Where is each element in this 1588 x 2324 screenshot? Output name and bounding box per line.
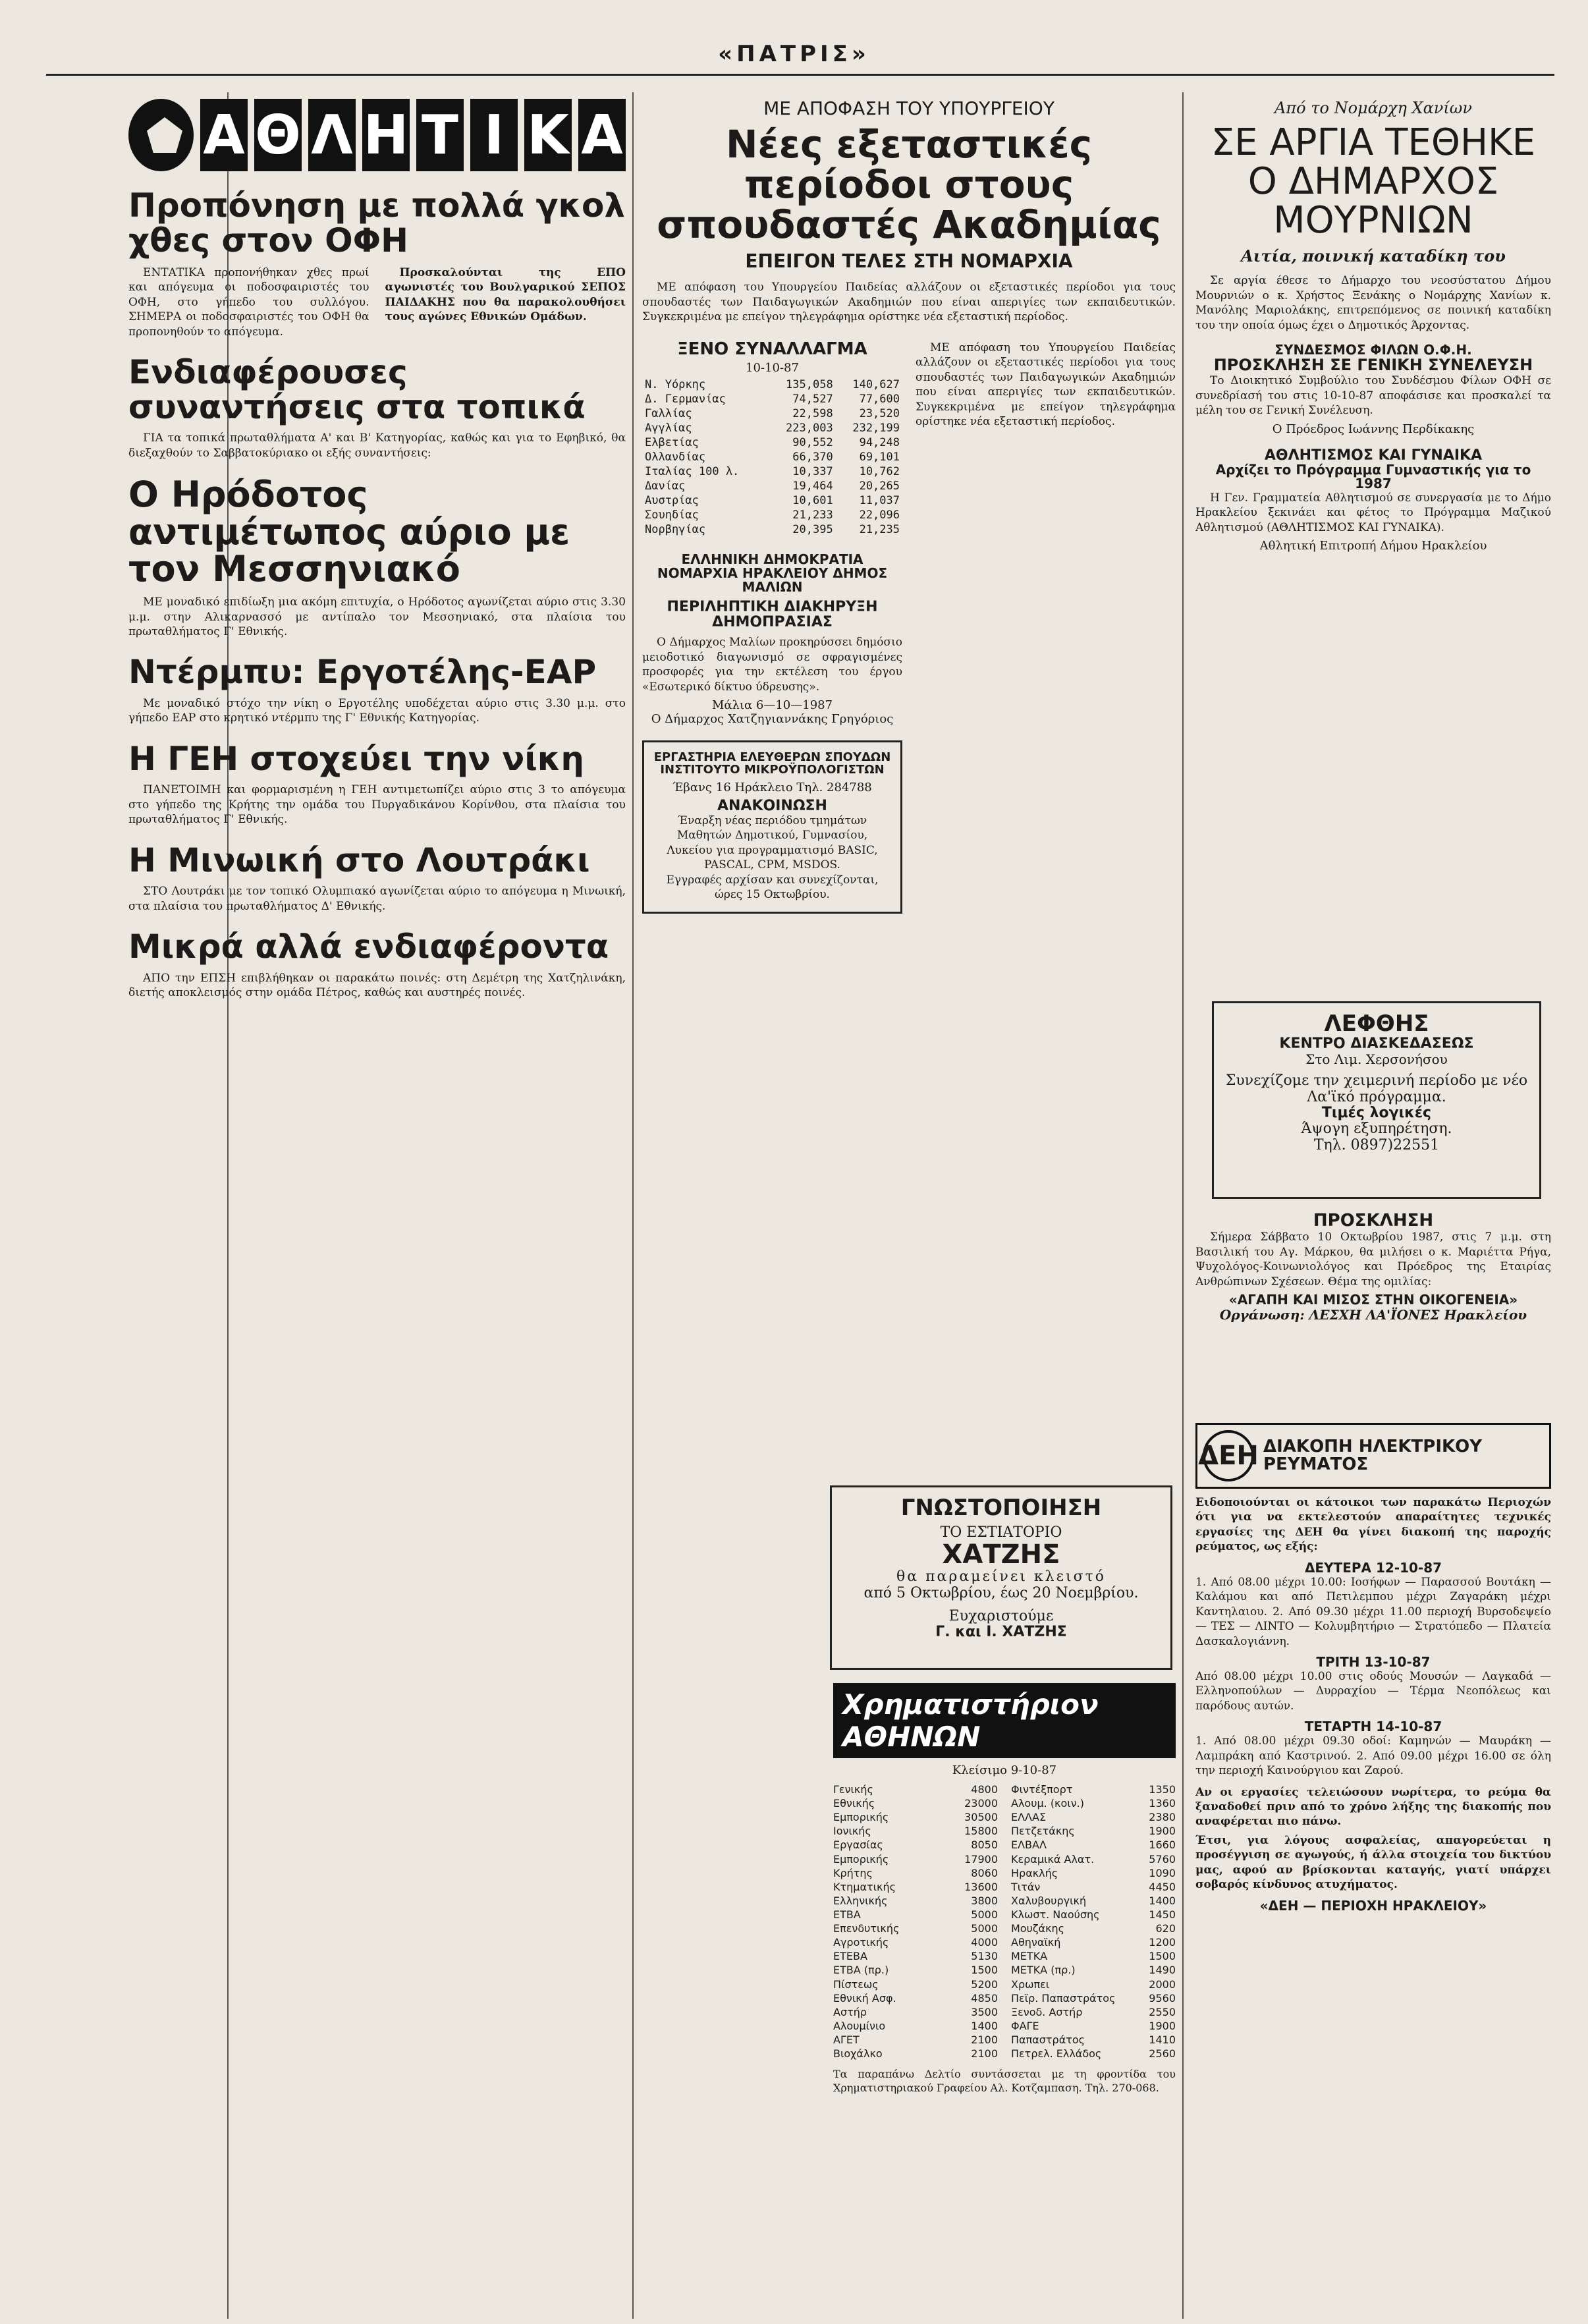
stock-row bbox=[1011, 1796, 1176, 1810]
invitation bbox=[1195, 1212, 1551, 1410]
stock-row bbox=[833, 2019, 998, 2033]
currency-rate: 77,600 bbox=[859, 393, 900, 406]
currency-name: Δ. Γερμανίας bbox=[645, 393, 726, 406]
article-body bbox=[128, 696, 626, 726]
column-divider bbox=[1182, 92, 1184, 2319]
stock-row bbox=[833, 1935, 998, 1949]
headline: Νέες εξεταστικές περίοδοι στους σπουδαστές Ακαδημίας bbox=[657, 122, 1161, 248]
notice-sign: Γ. και Ι. ΧΑΤΖΗΣ bbox=[935, 1623, 1067, 1640]
subheadline: ΕΠΕΙΓΟΝ ΤΕΛΕΣ ΣΤΗ ΝΟΜΑΡΧΙΑ bbox=[745, 250, 1073, 273]
exchange-box bbox=[642, 341, 902, 914]
stock-name: Εθνική Ασφ. bbox=[833, 1991, 896, 2005]
exchange-row bbox=[642, 522, 902, 537]
stock-name: Παπαστράτος bbox=[1011, 2033, 1085, 2046]
stocks-table bbox=[833, 1783, 1176, 2061]
stock-price: 1450 bbox=[1149, 1908, 1176, 1921]
deh-title: ΔΙΑΚΟΠΗ ΗΛΕΚΤΡΙΚΟΥ ΡΕΥΜΑΤΟΣ bbox=[1263, 1436, 1483, 1474]
invitation-organizer: Οργάνωση: ΛΕΣΧΗ ΛΑ'ΪΟΝΕΣ Ηρακλείου bbox=[1219, 1307, 1527, 1323]
stock-name: Ηρακλής bbox=[1011, 1866, 1058, 1879]
deh-day-text: Από 08.00 μέχρι 10.00 στις οδούς Μουσών — Λαγκαδά — Ελληνοπούλων — Δυρραχίου — Τέρμα Νεοπόλεως και παρόδους αυτών. bbox=[1195, 1669, 1551, 1713]
currency-rate: 11,037 bbox=[859, 494, 900, 508]
football-icon bbox=[128, 99, 194, 171]
exchange-row bbox=[642, 464, 902, 479]
stock-row bbox=[833, 1783, 998, 1796]
exchange-date: 10-10-87 bbox=[746, 361, 799, 375]
stock-price: 5000 bbox=[971, 1908, 998, 1921]
announcements-column bbox=[916, 341, 1176, 914]
lefthis-sub: ΚΕΝΤΡΟ ΔΙΑΣΚΕΔΑΣΕΩΣ bbox=[1279, 1035, 1474, 1052]
stock-name: Αλουμ. (κοιν.) bbox=[1011, 1797, 1084, 1810]
stock-row bbox=[1011, 1978, 1176, 1991]
stock-row bbox=[833, 1824, 998, 1838]
auction-signer: Ο Δήμαρχος Χατζηγιαννάκης Γρηγόριος bbox=[651, 712, 894, 726]
stock-price: 2000 bbox=[1149, 1978, 1176, 1991]
stock-price: 4800 bbox=[971, 1783, 998, 1796]
stock-row bbox=[1011, 1894, 1176, 1908]
currency-rate: 21,235 bbox=[859, 523, 900, 537]
women-sub: Αρχίζει το Πρόγραμμα Γυμναστικής για το 1987 bbox=[1215, 461, 1531, 491]
stocks-footnote: Τα παραπάνω Δελτίο συντάσσεται με τη φροντίδα του Χρηματιστηριακού Γραφείου Αλ. Κοτζαμπαση. Τηλ. 270-068. bbox=[833, 2068, 1176, 2095]
restaurant-name: ΧΑΤΖΗΣ bbox=[942, 1539, 1060, 1570]
stock-name: Εθνικής bbox=[833, 1797, 875, 1810]
currency-rate: 10,601 bbox=[792, 494, 833, 508]
stock-row bbox=[833, 1922, 998, 1935]
logo-letter: Α bbox=[578, 99, 626, 171]
stock-price: 4000 bbox=[971, 1936, 998, 1949]
stock-row bbox=[1011, 2019, 1176, 2033]
auction-body bbox=[642, 635, 902, 694]
subheadline: Αιτία, ποινική καταδίκη του bbox=[1241, 246, 1506, 266]
invitation-theme: «ΑΓΑΠΗ ΚΑΙ ΜΙΣΟΣ ΣΤΗΝ ΟΙΚΟΓΕΝΕΙΑ» bbox=[1228, 1292, 1518, 1308]
headline: ΣΕ ΑΡΓΙΑ ΤΕΘΗΚΕ Ο ΔΗΜΑΡΧΟΣ ΜΟΥΡΝΙΩΝ bbox=[1211, 121, 1536, 242]
notice-line: ΤΟ ΕΣΤΙΑΤΟΡΙΟ bbox=[940, 1524, 1062, 1541]
headline: Μικρά αλλά ενδιαφέροντα bbox=[128, 927, 609, 966]
stock-name: Βιοχάλκο bbox=[833, 2047, 883, 2061]
workshop-ad bbox=[642, 740, 902, 914]
stock-row bbox=[1011, 1783, 1176, 1796]
logo-letter: Λ bbox=[308, 99, 356, 171]
logo-letter: Θ bbox=[254, 99, 302, 171]
deh-sign: «ΔΕΗ — ΠΕΡΙΟΧΗ ΗΡΑΚΛΕΙΟΥ» bbox=[1259, 1897, 1487, 1914]
currency-rate: 90,552 bbox=[792, 436, 833, 450]
deh-day-text: 1. Από 08.00 μέχρι 09.30 οδοί: Καμηνών — Μαυράκη — Λαμπράκη από Καστρινού. 2. Από 09.00 μέχρι 16.00 σε όλη την περιοχή Καινούργιου και Ζαρού. bbox=[1195, 1734, 1551, 1778]
stocks-column bbox=[833, 1783, 998, 2061]
paragraph: ΑΠΟ την ΕΠΣΗ επιβλήθηκαν οι παρακάτω ποινές: στη Δεμέτρη της Χατζηλινάκη, διετής αποκλεισμός στην ομάδα Πέτρος, καθώς και αυστηρές ποινές. bbox=[128, 971, 626, 999]
stock-price: 13600 bbox=[964, 1880, 998, 1893]
currency-name: Δανίας bbox=[645, 480, 686, 493]
stock-price: 1400 bbox=[971, 2019, 998, 2032]
women-signer: Αθλητική Επιτροπή Δήμου Ηρακλείου bbox=[1259, 539, 1487, 553]
currency-name: Γαλλίας bbox=[645, 407, 692, 421]
currency-rate: 21,233 bbox=[792, 509, 833, 522]
stock-name: Κεραμικά Αλατ. bbox=[1011, 1852, 1095, 1866]
logo-letter: Η bbox=[362, 99, 410, 171]
currency-rate: 22,096 bbox=[859, 509, 900, 522]
stock-name: Ελληνικής bbox=[833, 1894, 888, 1907]
stock-row bbox=[833, 1991, 998, 2005]
kicker: ΜΕ ΑΠΟΦΑΣΗ ΤΟΥ ΥΠΟΥΡΓΕΙΟΥ bbox=[763, 99, 1054, 119]
exchange-row bbox=[642, 421, 902, 435]
stock-name: Κλωστ. Ναούσης bbox=[1011, 1908, 1100, 1921]
currency-rate: 22,598 bbox=[792, 407, 833, 421]
stock-price: 5000 bbox=[971, 1922, 998, 1935]
stock-row bbox=[1011, 1963, 1176, 1977]
stock-price: 5200 bbox=[971, 1978, 998, 1991]
stock-row bbox=[833, 1894, 998, 1908]
stock-name: Χαλυβουργική bbox=[1011, 1894, 1087, 1907]
stock-name: ΕΛΒΑΛ bbox=[1011, 1839, 1047, 1852]
stock-price: 1490 bbox=[1149, 1964, 1176, 1977]
article-body bbox=[128, 265, 626, 339]
article-body bbox=[128, 431, 626, 460]
paragraph: ΜΕ απόφαση του Υπουργείου Παιδείας αλλάζουν οι εξεταστικές περίοδοι για τους σπουδαστές των Παιδαγωγικών Ακαδημιών που είναι απεριγίες των εκπαιδευτικών. Συγκεκριμένα με επείγον τηλεγράφημα ορίστηκε νέα εξεταστική περίοδος. bbox=[642, 281, 1176, 324]
headline: Προπόνηση με πολλά γκολ χθες στον ΟΦΗ bbox=[128, 186, 626, 260]
stock-row bbox=[833, 1963, 998, 1977]
deh-notice bbox=[1195, 1423, 1551, 2299]
stock-row bbox=[1011, 1908, 1176, 1922]
currency-rate: 140,627 bbox=[852, 378, 900, 392]
deh-day-text: 1. Από 08.00 μέχρι 10.00: Ιοσήφων — Παρασσού Βουτάκη — Καλάμου και από Πετιλεμπου μέχρι Ζαγαράκη μέχρι Καντηλαιου. 2. Από 09.30 μέχρι 11.00 περιοχή Βυρσοδεψείο — ΤΕΣ — ΛΙΝΤΟ — Κολυμβητήριο — Στρατόπεδο — Πλατεία Δασκαλογιάννη. bbox=[1195, 1575, 1551, 1648]
stock-price: 2560 bbox=[1149, 2047, 1176, 2061]
exchange-title: ΞΕΝΟ ΣΥΝΑΛΛΑΓΜΑ bbox=[677, 339, 867, 359]
logo-letter: Τ bbox=[416, 99, 464, 171]
stock-price: 2380 bbox=[1149, 1811, 1176, 1824]
stock-price: 15800 bbox=[964, 1825, 998, 1838]
stock-name: Τιτάν bbox=[1011, 1880, 1041, 1893]
stock-price: 4450 bbox=[1149, 1880, 1176, 1893]
stock-name: Ξενοδ. Αστήρ bbox=[1011, 2005, 1083, 2018]
stock-name: Πετρελ. Ελλάδος bbox=[1011, 2047, 1102, 2061]
stock-price: 3500 bbox=[971, 2005, 998, 2018]
stock-price: 1400 bbox=[1149, 1894, 1176, 1907]
stock-price: 2100 bbox=[971, 2047, 998, 2061]
deh-day: ΔΕΥΤΕΡΑ 12-10-87 bbox=[1304, 1559, 1442, 1576]
stock-row bbox=[1011, 2005, 1176, 2019]
stock-name: Εργασίας bbox=[833, 1839, 883, 1852]
currency-rate: 135,058 bbox=[786, 378, 833, 392]
notice-line: θα παραμείνει κλειστό bbox=[896, 1568, 1107, 1585]
deh-warning: Αν οι εργασίες τελειώσουν νωρίτερα, το ρεύμα θα ξαναδοθεί πριν από το χρόνο λήξης της διακοπής που αναφέρεται πιο πάνω. bbox=[1195, 1785, 1551, 1829]
exchange-row bbox=[642, 508, 902, 522]
notice-title: ΓΝΩΣΤΟΠΟΙΗΣΗ bbox=[900, 1495, 1102, 1521]
lefthis-title: ΛΕΦΘΗΣ bbox=[1324, 1010, 1429, 1037]
stock-name: Αγροτικής bbox=[833, 1936, 889, 1949]
exchange-row bbox=[642, 435, 902, 450]
paragraph: ΠΑΝΕΤΟΙΜΗ και φορμαρισμένη η ΓΕΗ αντιμετωπίζει αύριο στις 3 το απόγευμα στο γήπεδο της Κρήτης την ομάδα του Πυργαδικάνου Κορίνθου, στα πλαίσια του πρωταθλήματος Γ' Εθνικής. bbox=[128, 783, 626, 827]
stock-row bbox=[833, 1838, 998, 1852]
stock-name: Αθηναϊκή bbox=[1011, 1936, 1061, 1949]
article-body bbox=[128, 783, 626, 827]
currency-rate: 74,527 bbox=[792, 393, 833, 406]
sports-logo bbox=[128, 99, 626, 171]
stock-price: 5130 bbox=[971, 1950, 998, 1963]
paragraph: Η Γεν. Γραμματεία Αθλητισμού σε συνεργασία με το Δήμο Ηρακλείου ξεκινάει και φέτος το Πρόγραμμα Μαζικού Αθλητισμού (ΑΘΛΗΤΙΣΜΟΣ ΚΑΙ ΓΥΝΑΙΚΑ). bbox=[1195, 491, 1551, 534]
paragraph: Προσκαλούνται της ΕΠΟ αγωνιστές του Βουλγαρικού ΣΕΠΟΣ ΠΑΙΔΑΚΗΣ που θα παρακολουθήσει τους αγώνες Εθνικών Ομάδων. bbox=[385, 266, 626, 324]
stock-row bbox=[833, 2005, 998, 2019]
currency-name: Αυστρίας bbox=[645, 494, 699, 508]
stock-price: 9560 bbox=[1149, 1991, 1176, 2005]
deh-logo-icon: ΔΕΗ bbox=[1203, 1430, 1254, 1481]
stock-price: 1500 bbox=[1149, 1950, 1176, 1963]
paragraph: ΜΕ απόφαση του Υπουργείου Παιδείας αλλάζουν οι εξεταστικές περίοδοι για τους σπουδαστές των Παιδαγωγικών Ακαδημιών που είναι απεριγίες των εκπαιδευτικών. Συγκεκριμένα με επείγον τηλεγράφημα ορίστηκε νέα εξεταστική περίοδος. bbox=[916, 341, 1176, 428]
stock-row bbox=[1011, 1824, 1176, 1838]
stock-row bbox=[833, 2033, 998, 2047]
stocks-close: Κλείσιμο 9-10-87 bbox=[952, 1763, 1057, 1777]
currency-rate: 23,520 bbox=[859, 407, 900, 421]
notice-thanks: Ευχαριστούμε bbox=[948, 1607, 1054, 1624]
stock-row bbox=[1011, 2047, 1176, 2061]
stock-name: Εμπορικής bbox=[833, 1811, 889, 1824]
stocks-section bbox=[833, 1683, 1176, 2276]
workshop-note: Εγγραφές αρχίσαν και συνεχίζονται, ώρες 15 Οκτωβρίου. bbox=[666, 873, 879, 902]
article-body bbox=[128, 884, 626, 914]
deh-day: ΤΕΤΑΡΤΗ 14-10-87 bbox=[1304, 1719, 1442, 1735]
stocks-title: Χρηματιστήριον ΑΘΗΝΩΝ bbox=[833, 1683, 1176, 1758]
lefthis-service: Άψογη εξυπηρέτηση. bbox=[1301, 1120, 1452, 1137]
stock-row bbox=[833, 1978, 998, 1991]
currency-name: Ν. Υόρκης bbox=[645, 378, 706, 392]
column-divider bbox=[632, 92, 634, 2319]
women-title: ΑΘΛΗΤΙΣΜΟΣ ΚΑΙ ΓΥΝΑΙΚΑ bbox=[1264, 447, 1483, 464]
lefthis-prices: Τιμές λογικές bbox=[1321, 1104, 1432, 1121]
stock-price: 8050 bbox=[971, 1839, 998, 1852]
paragraph: Σήμερα Σάββατο 10 Οκτωβρίου 1987, στις 7 μ.μ. στη Βασιλική του Αγ. Μάρκου, θα μιλήσει ο κ. Μαριέττα Ρήγα, Ψυχολόγος-Κοινωνιολόγος και Πρόεδρος της Εταιρίας Ανθρώπινων Σχέσεων. Θέμα της ομιλίας: bbox=[1195, 1231, 1551, 1288]
stock-row bbox=[1011, 1949, 1176, 1963]
deh-header bbox=[1195, 1423, 1551, 1489]
lefthis-text: Συνεχίζομε την χειμερινή περίοδο με νέο Λα'ϊκό πρόγραμμα. bbox=[1225, 1072, 1528, 1105]
currency-name: Ελβετίας bbox=[645, 436, 699, 450]
stock-row bbox=[1011, 1810, 1176, 1824]
stock-price: 1200 bbox=[1149, 1936, 1176, 1949]
workshop-text: Έναρξη νέας περιόδου τμημάτων Μαθητών Δημοτικού, Γυμνασίου, Λυκείου για προγραμματισμό BASIC, PASCAL, CPM, MSDOS. bbox=[667, 814, 878, 872]
stock-row bbox=[1011, 1852, 1176, 1866]
paragraph: ΣΤΟ Λουτράκι με τον τοπικό Ολυμπιακό αγωνίζεται αύριο το απόγευμα η Μινωική, στα πλαίσια του πρωταθλήματος Δ' Εθνικής. bbox=[128, 885, 626, 913]
stock-name: Αστήρ bbox=[833, 2005, 867, 2018]
mayor-section bbox=[1195, 99, 1551, 995]
ministry-section bbox=[642, 99, 1176, 1416]
currency-name: Νορβηγίας bbox=[645, 523, 706, 537]
stock-price: 1900 bbox=[1149, 1825, 1176, 1838]
stock-row bbox=[833, 1796, 998, 1810]
stock-name: Κρήτης bbox=[833, 1866, 873, 1879]
stock-name: Πίστεως bbox=[833, 1978, 879, 1991]
workshop-org: ΕΡΓΑΣΤΗΡΙΑ ΕΛΕΥΘΕΡΩΝ ΣΠΟΥΔΩΝ ΙΝΣΤΙΤΟΥΤΟ ΜΙΚΡΟΫΠΟΛΟΓΙΣΤΩΝ bbox=[653, 750, 891, 777]
stock-name: ΕΛΛΑΣ bbox=[1011, 1811, 1047, 1824]
currency-name: Σουηδίας bbox=[645, 509, 699, 522]
exchange-row bbox=[642, 450, 902, 464]
stock-name: Πετζετάκης bbox=[1011, 1825, 1075, 1838]
stock-name: ΑΓΕΤ bbox=[833, 2033, 860, 2046]
stock-row bbox=[833, 1880, 998, 1894]
currency-rate: 69,101 bbox=[859, 451, 900, 464]
stock-price: 1090 bbox=[1149, 1866, 1176, 1879]
stock-name: Ιονικής bbox=[833, 1825, 871, 1838]
stock-price: 5760 bbox=[1149, 1852, 1176, 1866]
ofi-org: ΣΥΝΔΕΣΜΟΣ ΦΙΛΩΝ Ο.Φ.Η. bbox=[1274, 342, 1472, 358]
headline: Η Μινωική στο Λουτράκι bbox=[128, 841, 590, 879]
article-body bbox=[1195, 273, 1551, 333]
stock-name: ΜΕΤΚΑ (πρ.) bbox=[1011, 1964, 1076, 1977]
logo-letter: Ι bbox=[470, 99, 518, 171]
currency-rate: 94,248 bbox=[859, 436, 900, 450]
lefthis-ad bbox=[1212, 1001, 1541, 1199]
currency-name: Ολλανδίας bbox=[645, 451, 706, 464]
headline: Ντέρμπυ: Εργοτέλης-ΕΑΡ bbox=[128, 653, 597, 692]
stock-price: 8060 bbox=[971, 1866, 998, 1879]
currency-name: Ιταλίας 100 λ. bbox=[645, 465, 740, 479]
stock-name: Φιντέξπορτ bbox=[1011, 1783, 1073, 1796]
invitation-title: ΠΡΟΣΚΛΗΣΗ bbox=[1313, 1212, 1434, 1231]
exchange-table bbox=[642, 377, 902, 537]
auction-place: Μάλια 6—10—1987 bbox=[711, 698, 833, 712]
ofi-title: ΠΡΟΣΚΛΗΣΗ ΣΕ ΓΕΝΙΚΗ ΣΥΝΕΛΕΥΣΗ bbox=[1213, 356, 1533, 375]
stock-row bbox=[1011, 1838, 1176, 1852]
lefthis-location: Στο Λιμ. Χερσονήσου bbox=[1305, 1051, 1448, 1067]
stock-price: 17900 bbox=[964, 1852, 998, 1866]
deh-intro: Ειδοποιούνται οι κάτοικοι των παρακάτω Περιοχών ότι για να εκτελεστούν απαραίτητες τεχνικές εργασίες της ΔΕΗ θα γίνει διακοπή της παροχής ρεύματος, ως εξής: bbox=[1195, 1496, 1551, 1554]
stock-name: Εμπορικής bbox=[833, 1852, 889, 1866]
invitation-body bbox=[1195, 1230, 1551, 1289]
currency-rate: 223,003 bbox=[786, 422, 833, 435]
currency-rate: 10,337 bbox=[792, 465, 833, 479]
stock-row bbox=[833, 1949, 998, 1963]
masthead: «ΠΑΤΡΙΣ» bbox=[718, 41, 870, 67]
stock-name: ΕΤΒΑ bbox=[833, 1908, 861, 1921]
stock-price: 1900 bbox=[1149, 2019, 1176, 2032]
paragraph: Με μοναδικό στόχο την νίκη ο Εργοτέλης υποδέχεται αύριο στις 3.30 μ.μ. στο γήπεδο ΕΑΡ στο κρητικό ντέρμπυ της Γ' Εθνικής Κατηγορίας. bbox=[128, 696, 626, 725]
stock-row bbox=[833, 2047, 998, 2061]
currency-rate: 20,395 bbox=[792, 523, 833, 537]
paragraph: Το Διοικητικό Συμβούλιο του Συνδέσμου Φίλων ΟΦΗ σε συνεδρίασή του στις 10-10-87 αποφάσισε και προσκαλεί τα μέλη του σε Γενική Συνέλευση. bbox=[1195, 374, 1551, 418]
stock-row bbox=[1011, 1880, 1176, 1894]
restaurant-notice bbox=[830, 1485, 1172, 1670]
stock-price: 1660 bbox=[1149, 1839, 1176, 1852]
workshop-title: ΑΝΑΚΟΙΝΩΣΗ bbox=[717, 797, 827, 814]
deh-day: ΤΡΙΤΗ 13-10-87 bbox=[1316, 1653, 1431, 1670]
auction-org: ΕΛΛΗΝΙΚΗ ΔΗΜΟΚΡΑΤΙΑ ΝΟΜΑΡΧΙΑ ΗΡΑΚΛΕΙΟΥ ΔΗΜΟΣ ΜΑΛΙΩΝ bbox=[657, 551, 888, 595]
currency-rate: 66,370 bbox=[792, 451, 833, 464]
stock-price: 2100 bbox=[971, 2033, 998, 2046]
exchange-row bbox=[642, 493, 902, 508]
auction-title: ΠΕΡΙΛΗΠΤΙΚΗ ΔΙΑΚΗΡΥΞΗ ΔΗΜΟΠΡΑΣΙΑΣ bbox=[667, 599, 878, 631]
paragraph: Σε αργία έθεσε το Δήμαρχο του νεοσύστατου Δήμου Μουρνιών ο κ. Χρήστος Ξενάκης ο Νομάρχης Χανίων κ. Μανόλης Μαριολάκης, επιτρεπόμενος σε ποινική καταδίκη του την οποία όμως έχει ο Δημοτικός Άρχοντας. bbox=[1195, 274, 1551, 332]
stock-name: ΦΑΓΕ bbox=[1011, 2019, 1039, 2032]
stock-price: 1350 bbox=[1149, 1783, 1176, 1796]
notice-dates: από 5 Οκτωβρίου, έως 20 Νοεμβρίου. bbox=[863, 1584, 1139, 1601]
stock-name: Επενδυτικής bbox=[833, 1922, 900, 1935]
currency-rate: 19,464 bbox=[792, 480, 833, 493]
stock-row bbox=[1011, 1922, 1176, 1935]
stock-name: ΕΤΕΒΑ bbox=[833, 1950, 867, 1963]
stock-row bbox=[1011, 1991, 1176, 2005]
stock-name: Γενικής bbox=[833, 1783, 873, 1796]
headline: Ο Ηρόδοτος αντιμέτωπος αύριο με τον Μεσσηνιακό bbox=[128, 474, 570, 590]
exchange-row bbox=[642, 377, 902, 392]
stock-name: Μουζάκης bbox=[1011, 1922, 1065, 1935]
stock-name: Χρωπει bbox=[1011, 1978, 1050, 1991]
stock-row bbox=[1011, 2033, 1176, 2047]
logo-letter: Κ bbox=[524, 99, 572, 171]
headline: Ενδιαφέρουσες συναντήσεις στα τοπικά bbox=[128, 353, 586, 426]
paragraph: ΓΙΑ τα τοπικά πρωταθλήματα Α' και Β' Κατηγορίας, καθώς και για το Εφηβικό, θα διεξαχθούν το Σαββατοκύριακο οι εξής συναντήσεις: bbox=[128, 431, 626, 460]
stock-price: 1410 bbox=[1149, 2033, 1176, 2046]
paragraph: ΜΕ μοναδικό επιδίωξη μια ακόμη επιτυχία, ο Ηρόδοτος αγωνίζεται αύριο στις 3.30 μ.μ. στην Αλικαρνασσό με αντίπαλο τον Μεσσηνιακό, στα πλαίσια του πρωταθλήματος Γ' Εθνικής. bbox=[128, 595, 626, 638]
stock-row bbox=[833, 1908, 998, 1922]
stock-row bbox=[833, 1866, 998, 1880]
logo-letter: Α bbox=[200, 99, 248, 171]
women-body bbox=[1195, 491, 1551, 535]
article-body bbox=[128, 971, 626, 1001]
sports-section bbox=[128, 99, 626, 2299]
stock-row bbox=[1011, 1866, 1176, 1880]
paragraph: Ο Δήμαρχος Μαλίων προκηρύσσει δημόσιο μειοδοτικό διαγωνισμό σε σφραγισμένες προσφορές για την εκτέλεση του έργου «Εσωτερικό δίκτυο ύδρευσης». bbox=[642, 636, 902, 694]
exchange-row bbox=[642, 392, 902, 406]
stock-name: ΕΤΒΑ (πρ.) bbox=[833, 1964, 889, 1977]
currency-rate: 20,265 bbox=[859, 480, 900, 493]
exchange-row bbox=[642, 406, 902, 421]
exchange-row bbox=[642, 479, 902, 493]
deh-safety: Έτσι, για λόγους ασφαλείας, απαγορεύεται η προσέγγιση σε αγωγούς, ή άλλα στοιχεία του δικτύου μας, αφού αν βρίσκονται καταγής, γιατί υπάρχει σοβαρός κίνδυνος ατυχήματος. bbox=[1195, 1833, 1551, 1892]
notices-row bbox=[642, 341, 1176, 914]
stock-price: 30500 bbox=[964, 1811, 998, 1824]
stock-row bbox=[833, 1810, 998, 1824]
stock-name: Πεϊρ. Παπαστράτος bbox=[1011, 1991, 1116, 2005]
article-body bbox=[128, 595, 626, 639]
currency-name: Αγγλίας bbox=[645, 422, 692, 435]
article-body bbox=[642, 280, 1176, 324]
stock-price: 2550 bbox=[1149, 2005, 1176, 2018]
stock-price: 1360 bbox=[1149, 1797, 1176, 1810]
currency-rate: 10,762 bbox=[859, 465, 900, 479]
stock-row bbox=[1011, 1935, 1176, 1949]
workshop-address: Έβανς 16 Ηράκλειο Τηλ. 284788 bbox=[672, 780, 872, 794]
stock-price: 4850 bbox=[971, 1991, 998, 2005]
stock-price: 1500 bbox=[971, 1964, 998, 1977]
stock-name: Κτηματικής bbox=[833, 1880, 896, 1893]
stock-row bbox=[833, 1852, 998, 1866]
stocks-column bbox=[1011, 1783, 1176, 2061]
paragraph: ΕΝΤΑΤΙΚΑ προπονήθηκαν χθες πρωί και απόγευμα οι ποδοσφαιριστές του ΟΦΗ, στο γήπεδο του συλλόγου. ΣΗΜΕΡΑ οι ποδοσφαιριστές του ΟΦΗ θα προπονηθούν το απόγευμα. bbox=[128, 266, 370, 339]
stock-price: 620 bbox=[1155, 1922, 1176, 1935]
header-rule bbox=[46, 74, 1554, 76]
currency-rate: 232,199 bbox=[852, 422, 900, 435]
ofi-signer: Ο Πρόεδρος Ιωάννης Περδίκακης bbox=[1272, 422, 1475, 436]
headline: Η ΓΕΗ στοχεύει την νίκη bbox=[128, 739, 584, 778]
lefthis-phone: Τηλ. 0897)22551 bbox=[1313, 1136, 1440, 1153]
stock-price: 3800 bbox=[971, 1894, 998, 1907]
stock-name: Αλουμίνιο bbox=[833, 2019, 886, 2032]
stock-price: 23000 bbox=[964, 1797, 998, 1810]
kicker: Από το Νομάρχη Χανίων bbox=[1274, 99, 1472, 117]
ofi-body bbox=[1195, 374, 1551, 418]
stock-name: ΜΕΤΚΑ bbox=[1011, 1950, 1048, 1963]
